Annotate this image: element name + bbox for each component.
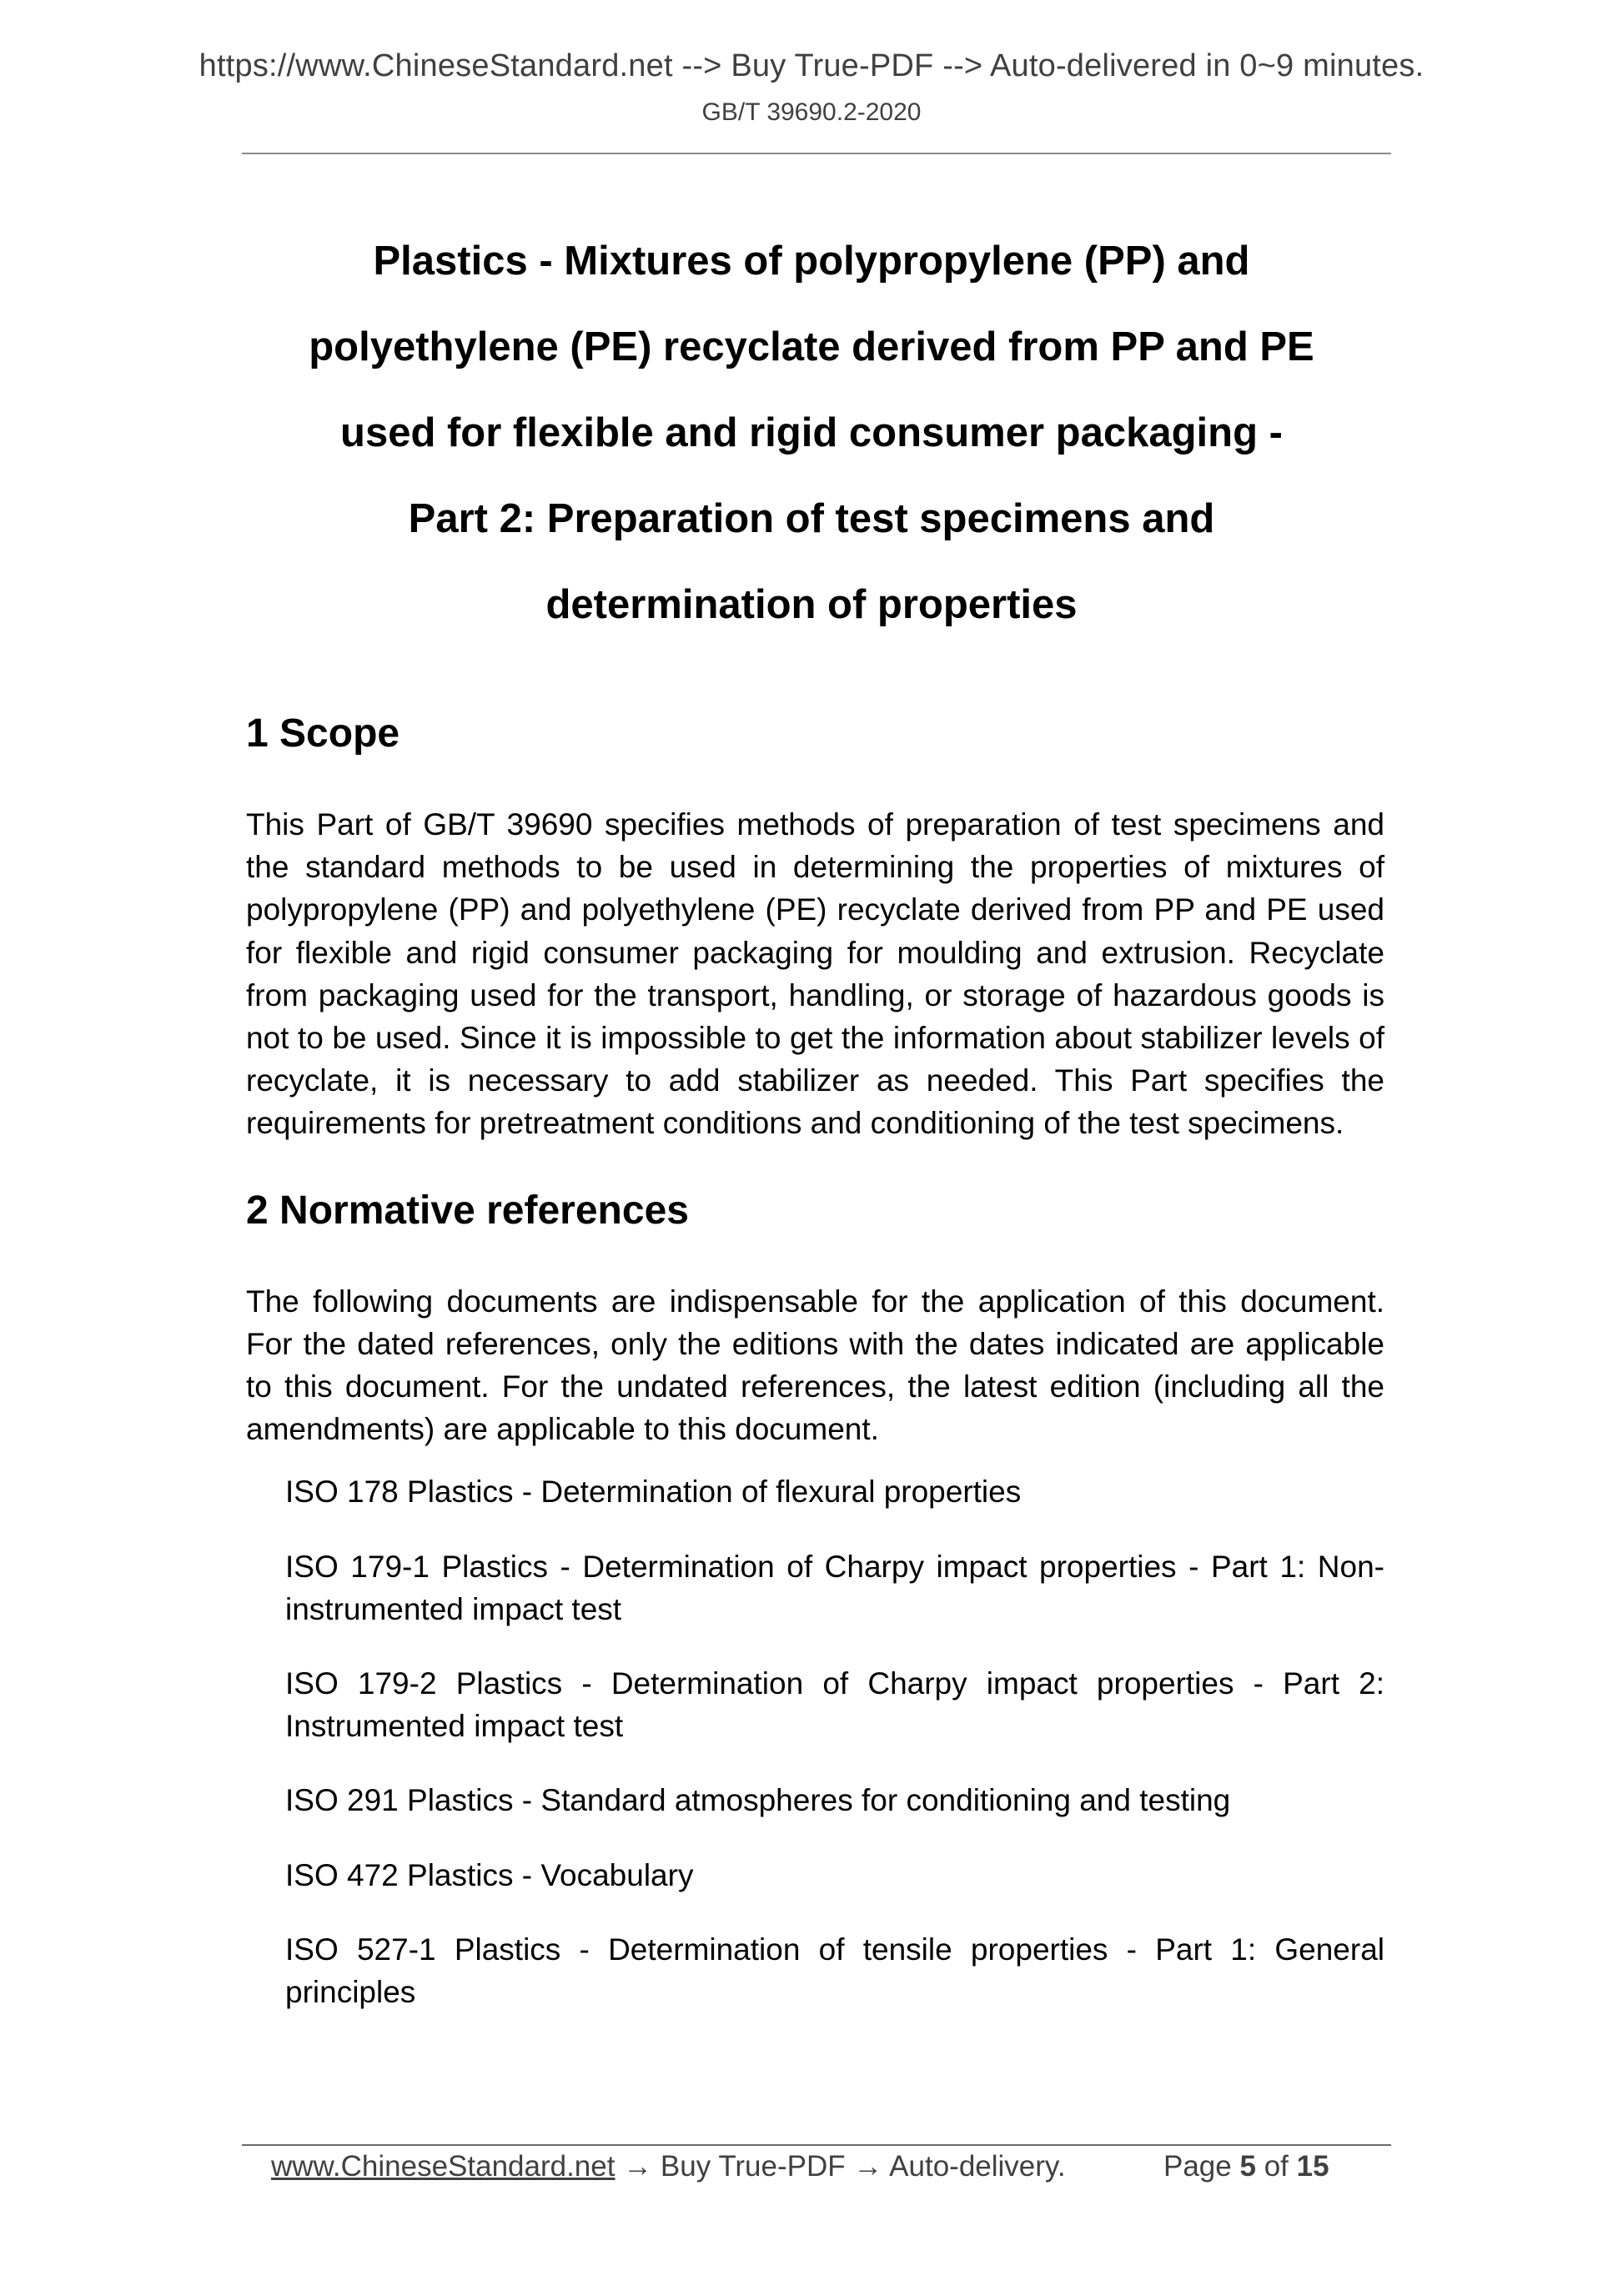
page-of-label: of xyxy=(1264,2150,1289,2183)
title-line: used for flexible and rigid consumer packaging - xyxy=(340,410,1283,455)
title-line: polyethylene (PE) recyclate derived from PP and PE xyxy=(309,324,1314,369)
reference-list xyxy=(246,1470,1384,2013)
footer xyxy=(271,2150,1329,2183)
scope-paragraph: This Part of GB/T 39690 specifies methods of preparation of test specimens and the standard methods to be used in determining the properties of mixtures of polypropylene (PP) and polyethylene (PE) recyclate derived from PP and PE used for flexible and rigid consumer packaging for moulding and extrusion. Recyclate from packaging used for the transport, handling, or storage of hazardous goods is not to be used. Since it is impossible to get the information about stabilizer levels of recyclate, it is necessary to add stabilizer as needed. This Part specifies the requirements for pretreatment conditions and conditioning of the test specimens. xyxy=(246,807,1384,1141)
section-heading-scope: 1 Scope xyxy=(246,711,400,756)
document-body xyxy=(246,709,1384,2045)
footer-tagline: → Buy True-PDF → Auto-delivery. xyxy=(615,2150,1066,2183)
page-label: Page xyxy=(1163,2150,1232,2183)
title-line: Plastics - Mixtures of polypropylene (PP) and xyxy=(373,239,1250,284)
footer-site-link[interactable]: www.ChineseStandard.net xyxy=(271,2150,616,2183)
reference-item: ISO 179-1 Plastics - Determination of Charpy impact properties - Part 1: Non-instrumented impact test xyxy=(285,1549,1384,1626)
header-banner: https://www.ChineseStandard.net --> Buy True-PDF --> Auto-delivered in 0~9 minutes. xyxy=(198,48,1425,83)
reference-item: ISO 179-2 Plastics - Determination of Charpy impact properties - Part 2: Instrumented impact test xyxy=(285,1666,1384,1744)
section-heading-normative-references: 2 Normative references xyxy=(246,1188,689,1233)
footer-divider xyxy=(242,2144,1391,2146)
standard-number: GB/T 39690.2-2020 xyxy=(701,98,922,126)
document-title xyxy=(234,219,1389,648)
header-divider xyxy=(242,153,1391,154)
reference-item: ISO 178 Plastics - Determination of flexural properties xyxy=(285,1475,1022,1510)
page-indicator xyxy=(1163,2150,1329,2183)
title-line: determination of properties xyxy=(545,582,1078,627)
reference-item: ISO 472 Plastics - Vocabulary xyxy=(285,1857,694,1892)
page-current: 5 xyxy=(1239,2150,1256,2183)
normative-references-intro: The following documents are indispensable for the application of this document. For the dated references, only the editions with the dates indicated are applicable to this document. For the undated references, the latest edition (including all the amendments) are applicable to this document. xyxy=(246,1284,1384,1447)
page-total: 15 xyxy=(1296,2150,1329,2183)
reference-item: ISO 291 Plastics - Standard atmospheres for conditioning and testing xyxy=(285,1783,1231,1818)
title-line: Part 2: Preparation of test specimens and xyxy=(408,496,1215,541)
reference-item: ISO 527-1 Plastics - Determination of tensile properties - Part 1: General principles xyxy=(285,1932,1384,2010)
